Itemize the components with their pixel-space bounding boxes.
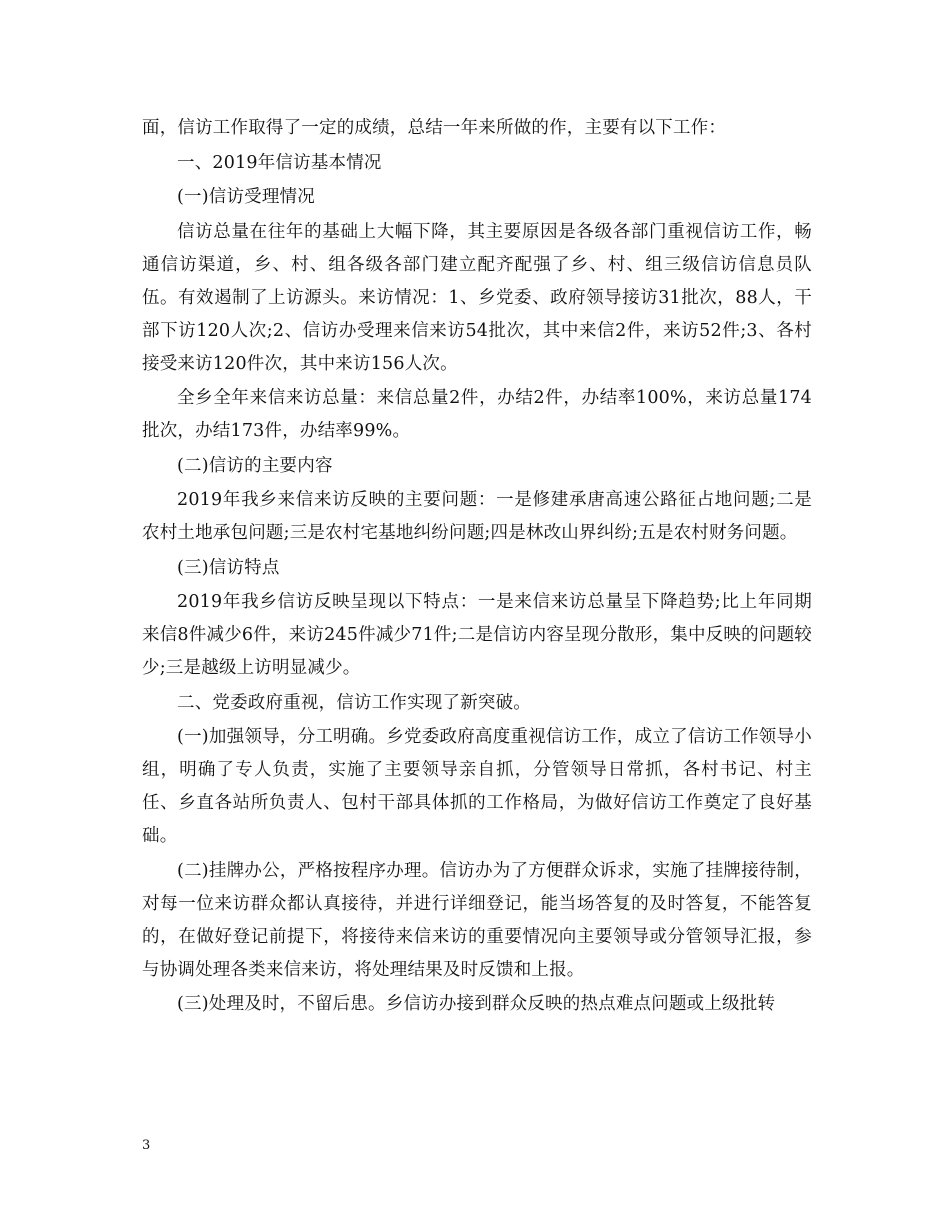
heading-section-two: 二、党委政府重视，信访工作实现了新突破。 bbox=[177, 692, 531, 713]
subheading-characteristics: (三)信访特点 bbox=[177, 557, 280, 578]
paragraph-characteristics: 2019年我乡信访反映呈现以下特点：一是来信来访总量呈下降趋势;比上年同期来信8件减少6件，来访245件减少71件;二是信访内容呈现分散形，集中反映的问题较少;三是越级上访明显减少。 bbox=[142, 592, 812, 678]
heading-section-one: 一、2019年信访基本情况 bbox=[177, 152, 382, 173]
paragraph-acceptance-details: 信访总量在往年的基础上大幅下降，其主要原因是各级各部门重视信访工作，畅通信访渠道，乡、村、组各级各部门建立配齐配强了乡、村、组三级信访信息员队伍。有效遏制了上访源头。来访情况：1、乡党委、政府领导接访31批次，88人，干部下访120人次;2、信访办受理来信来访54批次，其中来信2件，来访52件;3、各村接受来访120件次，其中来访156人次。 bbox=[142, 221, 812, 374]
page-number: 3 bbox=[142, 1138, 151, 1153]
paragraph-continuation: 面，信访工作取得了一定的成绩，总结一年来所做的作，主要有以下工作： bbox=[142, 118, 727, 138]
paragraph-main-issues: 2019年我乡来信来访反映的主要问题：一是修建承唐高速公路征占地问题;二是农村土地承包问题;三是农村宅基地纠纷问题;四是林改山界纠纷;五是农村财务问题。 bbox=[142, 490, 812, 543]
paragraph-leadership: (一)加强领导，分工明确。乡党委政府高度重视信访工作，成立了信访工作领导小组，明确了专人负责，实施了主要领导亲自抓，分管领导日常抓，各村书记、村主任、乡直各站所负责人、包村干部具体抓的工作格局，为做好信访工作奠定了良好基础。 bbox=[142, 727, 812, 846]
subheading-main-content: (二)信访的主要内容 bbox=[177, 455, 333, 476]
paragraph-annual-totals: 全乡全年来信来访总量：来信总量2件，办结2件，办结率100%，来访总量174批次，办结173件，办结率99%。 bbox=[142, 388, 812, 441]
paragraph-timely-handling: (三)处理及时，不留后患。乡信访办接到群众反映的热点难点问题或上级批转 bbox=[177, 994, 776, 1014]
paragraph-office-procedure: (二)挂牌办公，严格按程序办理。信访办为了方便群众诉求，实施了挂牌接待制，对每一位来访群众都认真接待，并进行详细登记，能当场答复的及时答复，不能答复的，在做好登记前提下，将接待来信来访的重要情况向主要领导或分管领导汇报，参与协调处理各类来信来访，将处理结果及时反馈和上报。 bbox=[142, 860, 812, 980]
subheading-acceptance: (一)信访受理情况 bbox=[177, 187, 315, 207]
document-body bbox=[142, 112, 812, 1021]
